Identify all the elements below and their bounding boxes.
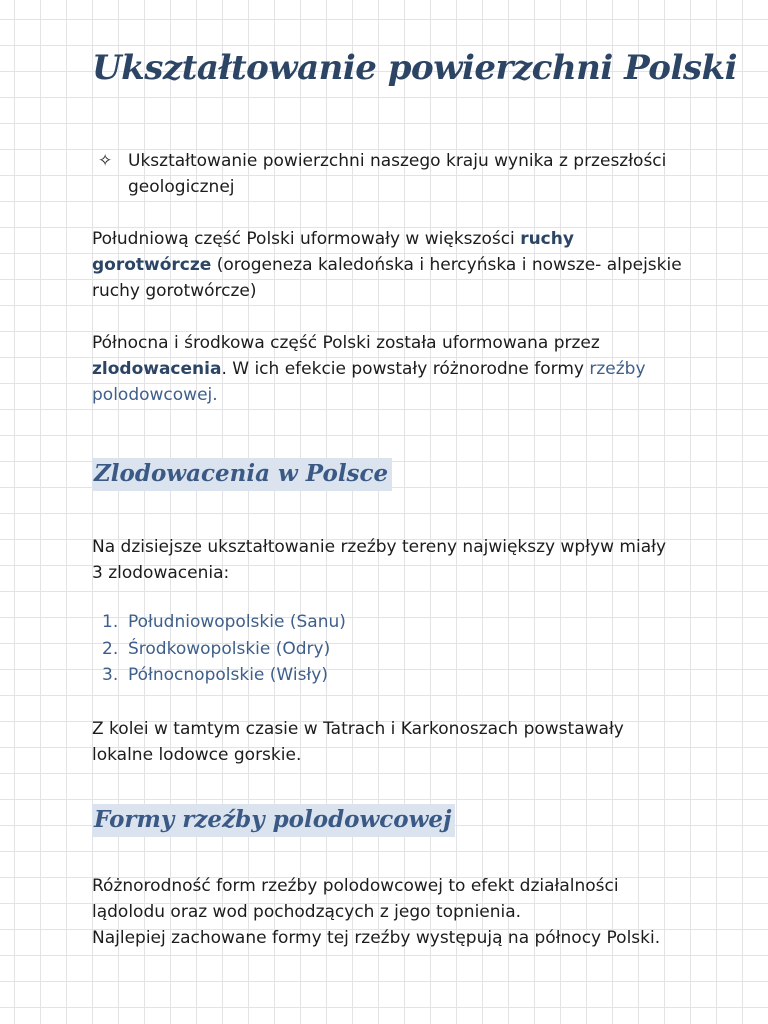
highlight-ruchy-gorotworcze: ruchy gorotwórcze: [92, 229, 574, 275]
section-heading-formy-rzezby: Formy rzeźby polodowcowej: [92, 804, 455, 837]
intro-bullet-text: Ukształtowanie powierzchni naszego kraju wynika z przeszłości geologicznej: [128, 151, 667, 197]
paragraph-south-text-start: Południową część Polski uformowały w większości: [92, 229, 521, 249]
glaciations-list: [102, 609, 346, 689]
page-title: Ukształtowanie powierzchni Polski: [92, 48, 738, 88]
paragraph-south-text-end: (orogeneza kaledońska i hercyńska i nowsze- alpejskie ruchy gorotwórcze): [92, 255, 682, 301]
paragraph-south-poland: [92, 226, 682, 304]
list-item-label: Południowopolskie (Sanu): [128, 612, 346, 632]
paragraph-mountain-glaciers: Z kolei w tamtym czasie w Tatrach i Karkonoszach powstawały lokalne lodowce gorskie.: [92, 719, 624, 765]
section-heading-zlodowacenia: Zlodowacenia w Polsce: [92, 458, 392, 491]
paragraph-glacial-line1: Różnorodność form rzeźby polodowcowej to efekt działalności lądolodu oraz wod pochodzących z jego topnienia.: [92, 876, 619, 922]
paragraph-glacial-line2: Najlepiej zachowane formy tej rzeźby występują na północy Polski.: [92, 928, 661, 948]
list-item-number: 2.: [102, 638, 119, 659]
list-item-number: 3.: [102, 665, 119, 685]
four-point-star-outline-icon: ✧: [98, 151, 113, 171]
list-item-label: Środkowopolskie (Odry): [128, 638, 331, 659]
highlight-zlodowacenia: zlodowacenia: [92, 359, 222, 379]
paragraph-north-text-middle: . W ich efekcie powstały różnorodne formy: [221, 359, 590, 379]
list-item-number: 1.: [102, 612, 119, 632]
paragraph-north-poland: [92, 330, 682, 408]
highlight-rzezby-polodowcowej: rzeźby polodowcowej.: [92, 359, 646, 405]
intro-bullet: [98, 148, 688, 200]
list-item: [102, 636, 346, 663]
list-item: [102, 609, 346, 636]
paragraph-glaciations-intro: Na dzisiejsze ukształtowanie rzeźby tereny największy wpływ miały 3 zlodowacenia:: [92, 537, 667, 583]
list-item-label: Północnopolskie (Wisły): [128, 665, 328, 685]
paragraph-glacial-landforms: [92, 873, 682, 951]
paragraph-north-text-start: Północna i środkowa część Polski została uformowana przez: [92, 333, 600, 353]
list-item: [102, 662, 346, 689]
